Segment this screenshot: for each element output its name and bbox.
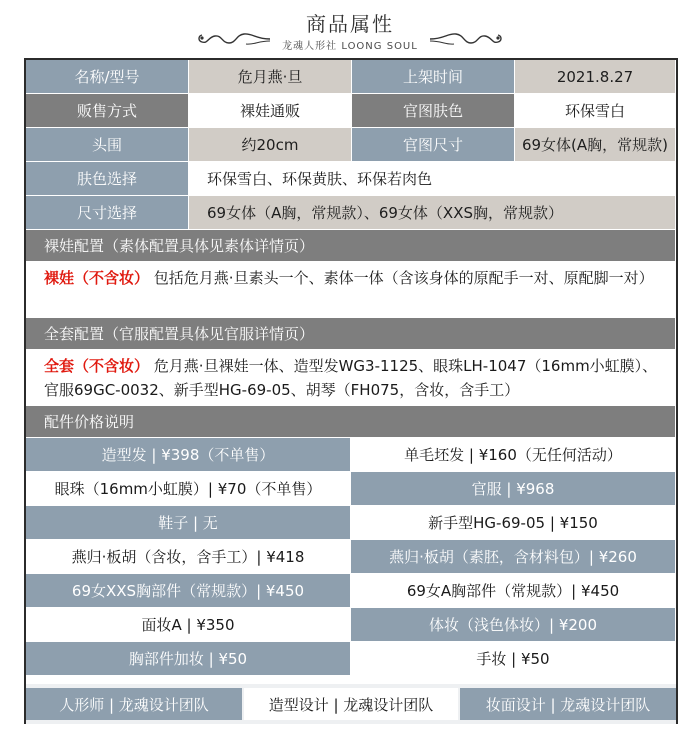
- attribute-row-name: [26, 60, 676, 94]
- sale-method-value: 裸娃通贩: [189, 94, 352, 128]
- credit-styling: 造型设计 | 龙魂设计团队: [244, 688, 458, 720]
- price-item: 鞋子 | 无: [26, 506, 351, 540]
- skin-options-label: 肤色选择: [26, 162, 189, 196]
- attribute-row-sale: [26, 94, 676, 128]
- release-date-value: 2021.8.27: [515, 60, 676, 94]
- price-row: [26, 574, 676, 608]
- official-size-label: 官图尺寸: [352, 128, 515, 162]
- nude-config-highlight: 裸娃（不含妆）: [44, 269, 150, 287]
- full-config-highlight: 全套（不含妆）: [44, 357, 150, 375]
- attribute-row-size-options: [26, 196, 676, 230]
- product-attribute-sheet: [24, 58, 678, 724]
- price-row: [26, 608, 676, 642]
- price-section: [26, 406, 676, 438]
- price-item: 体妆（浅色体妆）| ¥200: [351, 608, 676, 642]
- price-row: [26, 438, 676, 472]
- credits-footer: [26, 684, 676, 724]
- attribute-row-skin-options: [26, 162, 676, 196]
- official-size-value: 69女体(A胸，常规款): [515, 128, 676, 162]
- name-label: 名称/型号: [26, 60, 189, 94]
- nude-config-header: 裸娃配置（素体配置具体见素体详情页）: [26, 230, 676, 262]
- release-date-label: 上架时间: [352, 60, 515, 94]
- price-item: 胸部件加妆 | ¥50: [26, 642, 351, 676]
- price-item: 官服 | ¥968: [351, 472, 676, 506]
- size-options-label: 尺寸选择: [26, 196, 189, 230]
- name-value: 危月燕·旦: [189, 60, 352, 94]
- price-row: [26, 506, 676, 540]
- nude-config-text: 包括危月燕·旦素头一个、素体一体（含该身体的原配手一对、原配脚一对）: [153, 269, 654, 287]
- price-header: 配件价格说明: [26, 406, 676, 438]
- skin-options-value: 环保雪白、环保黄肤、环保若肉色: [189, 162, 676, 196]
- price-item: 单毛坯发 | ¥160（无任何活动）: [351, 438, 676, 472]
- credit-makeup: 妆面设计 | 龙魂设计团队: [460, 688, 676, 720]
- price-item: 手妆 | ¥50: [351, 642, 676, 676]
- credit-doll-maker: 人形师 | 龙魂设计团队: [26, 688, 242, 720]
- price-item: 面妆A | ¥350: [26, 608, 351, 642]
- price-item: 69女A胸部件（常规款）| ¥450: [351, 574, 676, 608]
- full-config-text: 危月燕·旦裸娃一体、造型发WG3-1125、眼珠LH-1047（16mm小虹膜）、官服69GC-0032、新手型HG-69-05、胡琴（FH075，含妆，含手工）: [44, 357, 658, 399]
- price-item: 燕归·板胡（素胚，含材料包）| ¥260: [351, 540, 676, 574]
- full-config-description: [26, 350, 676, 406]
- attribute-row-head: [26, 128, 676, 162]
- price-item: 眼珠（16mm小虹膜）| ¥70（不单售）: [26, 472, 351, 506]
- nude-config-section: [26, 230, 676, 262]
- size-options-value: 69女体（A胸，常规款）、69女体（XXS胸，常规款）: [189, 196, 676, 230]
- price-item: 造型发 | ¥398（不单售）: [26, 438, 351, 472]
- price-row: [26, 472, 676, 506]
- brand-subtitle: 龙魂人形社 LOONG SOUL: [282, 41, 418, 52]
- sale-method-label: 贩售方式: [26, 94, 189, 128]
- full-config-section: [26, 318, 676, 350]
- nude-config-description: [26, 262, 676, 318]
- page-header: [0, 0, 700, 56]
- head-size-value: 约20cm: [189, 128, 352, 162]
- official-skin-label: 官图肤色: [352, 94, 515, 128]
- price-item: 69女XXS胸部件（常规款）| ¥450: [26, 574, 351, 608]
- price-row: [26, 642, 676, 676]
- price-item: 燕归·板胡（含妆，含手工）| ¥418: [26, 540, 351, 574]
- price-item: 新手型HG-69-05 | ¥150: [351, 506, 676, 540]
- price-row: [26, 540, 676, 574]
- full-config-header: 全套配置（官服配置具体见官服详情页）: [26, 318, 676, 350]
- head-size-label: 头围: [26, 128, 189, 162]
- official-skin-value: 环保雪白: [515, 94, 676, 128]
- page-title: 商品属性: [306, 12, 394, 36]
